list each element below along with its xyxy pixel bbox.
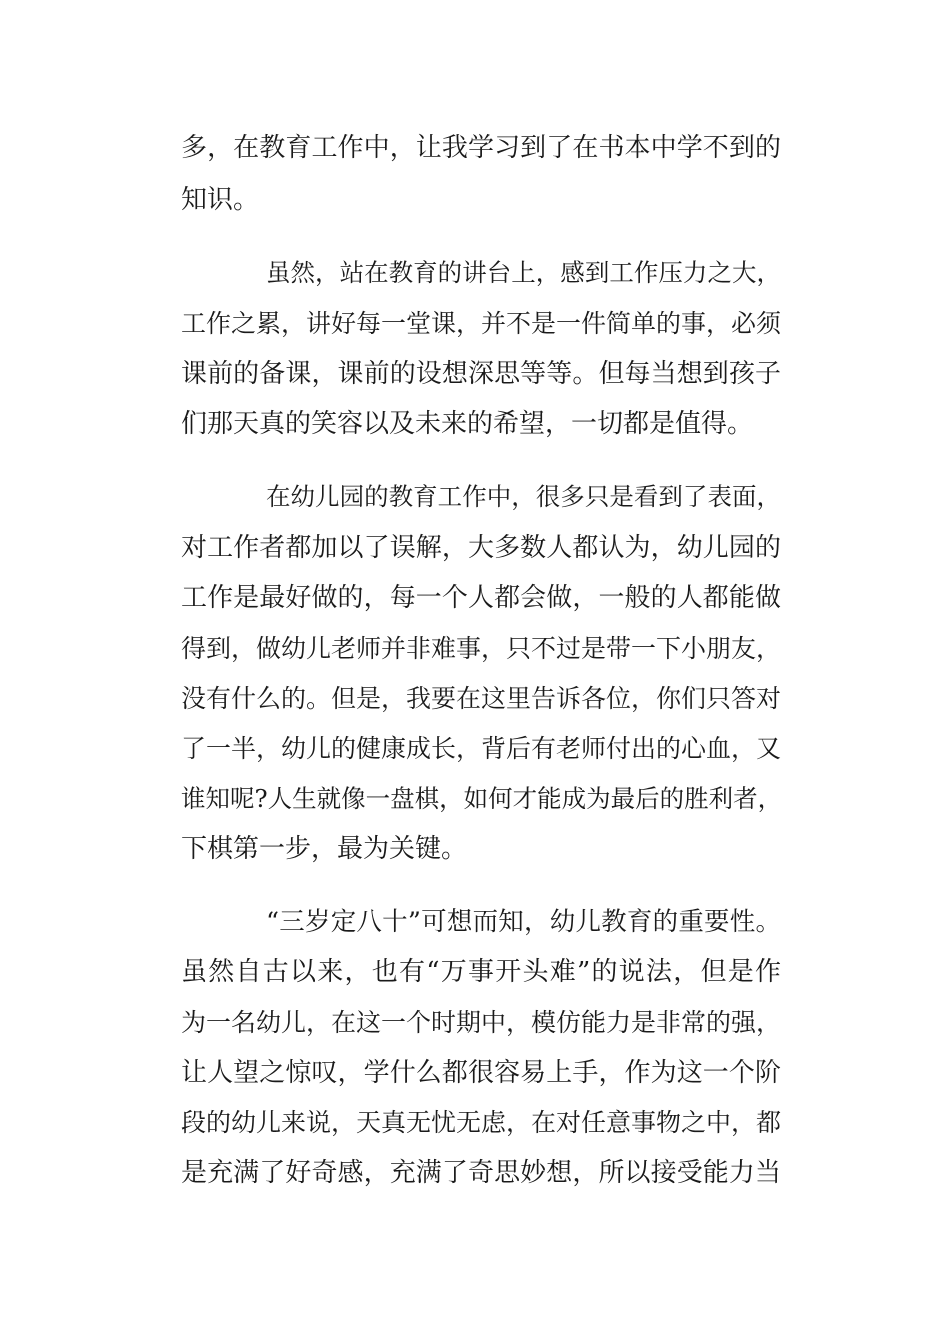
paragraph-3-line-1: 在幼儿园的教育工作中，很多只是看到了表面， <box>266 482 781 511</box>
paragraph-3-line-4: 得到，做幼儿老师并非难事，只不过是带一下小朋友， <box>181 634 782 663</box>
paragraph-3-line-3: 工作是最好做的，每一个人都会做，一般的人都能做 <box>181 583 781 613</box>
paragraph-3-line-5: 没有什么的。但是，我要在这里告诉各位，你们只答对 <box>181 684 782 713</box>
paragraph-1-line-1: 多，在教育工作中，让我学习到了在书本中学不到的 <box>181 133 781 163</box>
paragraph-2-line-2: 工作之累，讲好每一堂课，并不是一件简单的事，必须 <box>181 309 782 338</box>
paragraph-2-line-4: 们那天真的笑容以及未来的希望，一切都是值得。 <box>181 409 754 439</box>
paragraph-4-line-1: “三岁定八十”可想而知，幼儿教育的重要性。 <box>266 907 781 937</box>
paragraph-3-line-7: 谁知呢?人生就像一盘棋，如何才能成为最后的胜利者， <box>181 784 783 813</box>
paragraph-2-line-3: 课前的备课，课前的设想深思等等。但每当想到孩子 <box>181 359 781 389</box>
paragraph-3-line-2: 对工作者都加以了误解，大多数人都认为，幼儿园的 <box>181 533 781 563</box>
paragraph-4-line-6: 是充满了好奇感，充满了奇思妙想，所以接受能力当 <box>181 1158 781 1188</box>
paragraph-2-line-1: 虽然，站在教育的讲台上，感到工作压力之大， <box>266 258 781 287</box>
paragraph-4-line-2: 虽然自古以来，也有“万事开头难”的说法，但是作 <box>181 957 781 987</box>
paragraph-3-line-6: 了一半，幼儿的健康成长，背后有老师付出的心血，又 <box>181 734 782 763</box>
paragraph-3-line-8: 下棋第一步，最为关键。 <box>181 834 468 864</box>
paragraph-4-line-5: 段的幼儿来说，天真无忧无虑，在对任意事物之中，都 <box>181 1108 782 1137</box>
paragraph-1-line-2: 知识。 <box>181 185 260 215</box>
paragraph-4-line-3: 为一名幼儿，在这一个时期中，模仿能力是非常的强， <box>181 1008 782 1037</box>
paragraph-4-line-4: 让人望之惊叹，学什么都很容易上手，作为这一个阶 <box>181 1058 781 1088</box>
